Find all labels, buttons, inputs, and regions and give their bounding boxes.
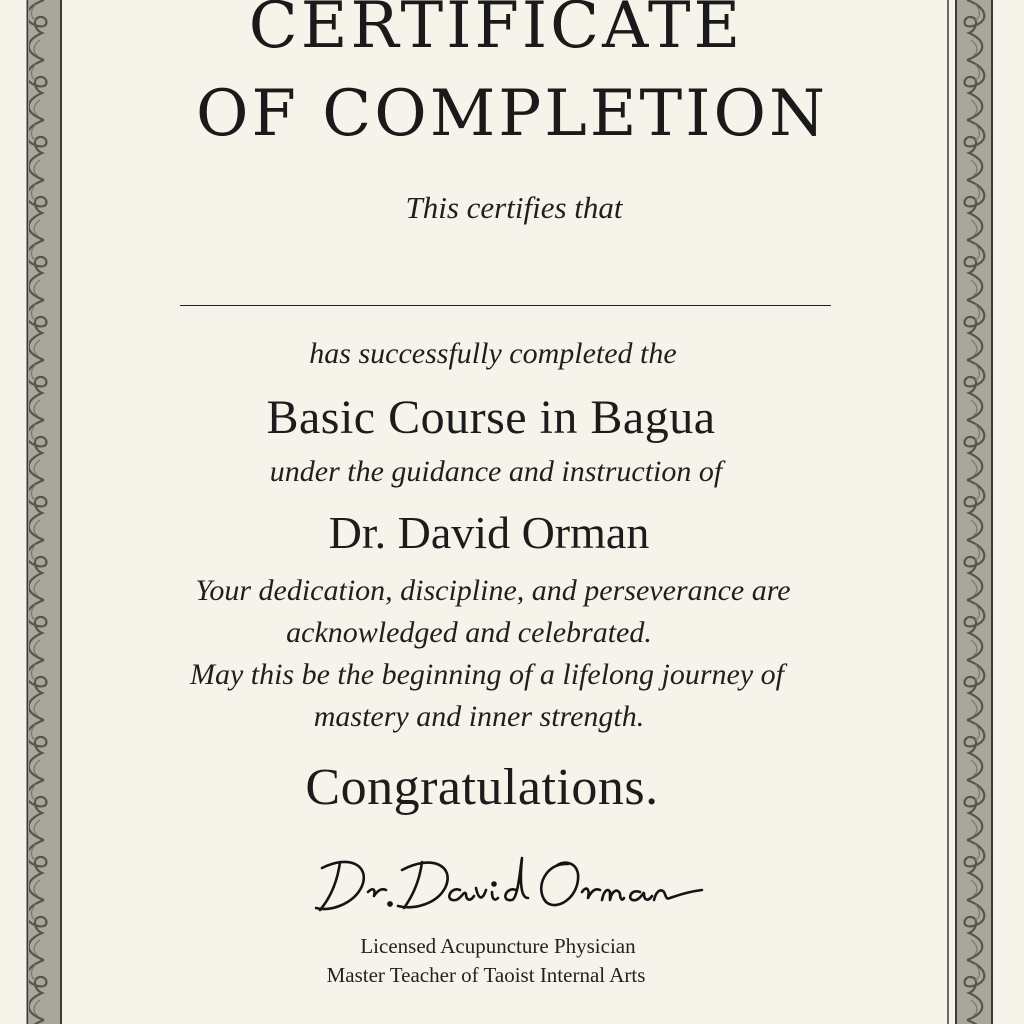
- congratulations-text: Congratulations.: [305, 759, 659, 816]
- certificate-title-line1: CERTIFICATE: [248, 0, 744, 63]
- message-line-3: May this be the beginning of a lifelong journey of: [189, 658, 785, 691]
- instructor-name: Dr. David Orman: [328, 507, 650, 558]
- certificate-title-line2: OF COMPLETION: [196, 77, 828, 151]
- message-line-1: Your dedication, discipline, and perseverance are: [195, 574, 791, 607]
- handwritten-signature-icon: [310, 848, 710, 923]
- message-line-4: mastery and inner strength.: [313, 700, 645, 733]
- credential-line-1: Licensed Acupuncture Physician: [360, 934, 636, 958]
- completed-text: has successfully completed the: [309, 337, 677, 370]
- recipient-name-line: [180, 305, 831, 306]
- credential-line-2: Master Teacher of Taoist Internal Arts: [326, 963, 646, 987]
- course-name: Basic Course in Bagua: [266, 391, 716, 444]
- certifies-text: This certifies that: [405, 190, 623, 225]
- message-line-2: acknowledged and celebrated.: [286, 616, 652, 649]
- guidance-text: under the guidance and instruction of: [269, 455, 723, 488]
